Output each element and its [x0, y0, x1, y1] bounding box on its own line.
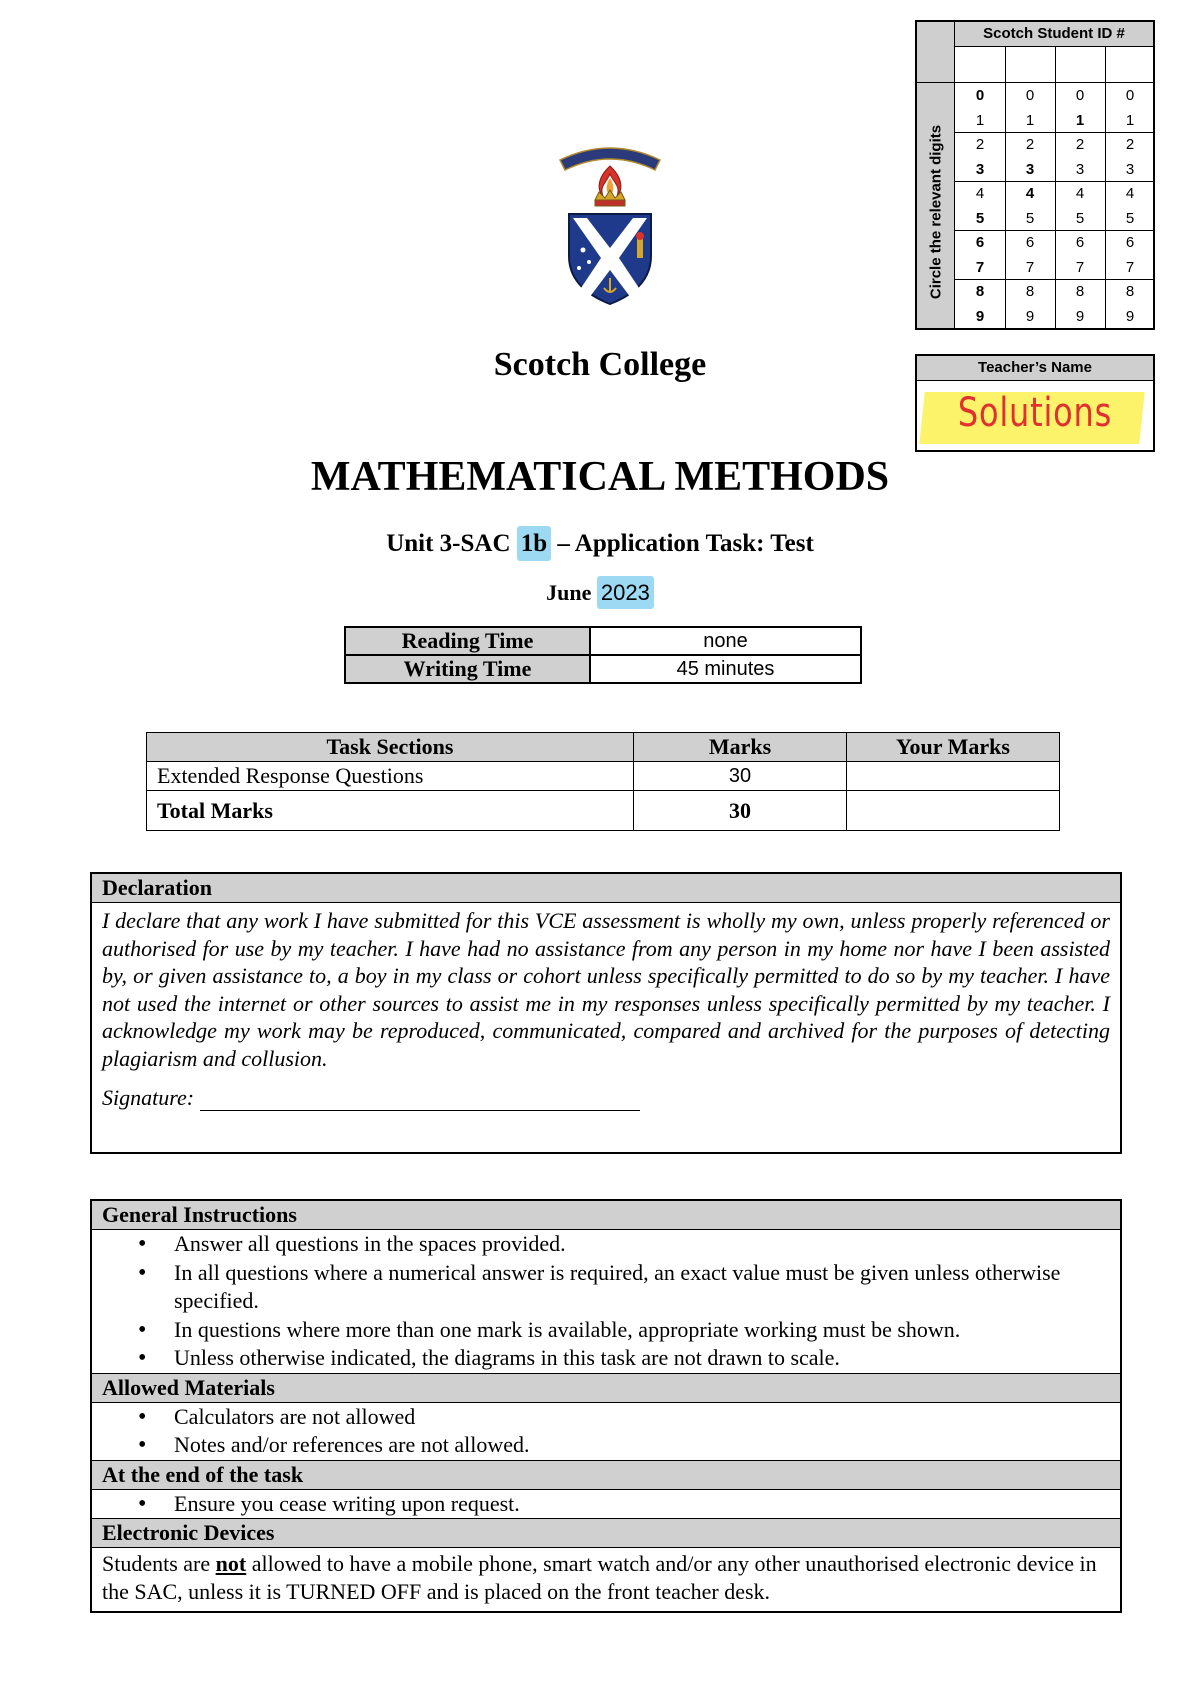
teacher-name-title: Teacher’s Name: [917, 356, 1153, 381]
date-year: 2023: [597, 576, 654, 609]
id-digit[interactable]: 0: [975, 87, 985, 104]
subject-title: MATHEMATICAL METHODS: [310, 454, 890, 500]
id-side-column: [917, 22, 955, 328]
declaration-box: [90, 872, 1122, 1154]
id-digit[interactable]: 5: [1125, 209, 1135, 227]
id-digit[interactable]: 2: [975, 136, 985, 153]
section-name: Extended Response Questions: [147, 762, 634, 791]
id-digit[interactable]: 9: [1125, 307, 1135, 325]
id-digit[interactable]: 6: [1025, 234, 1035, 251]
id-digit[interactable]: 3: [1125, 160, 1135, 178]
header-marks: Marks: [634, 733, 847, 762]
table-row: [147, 762, 1060, 791]
devices-emphasis: not: [215, 1551, 247, 1576]
school-crest-icon: [555, 138, 665, 313]
student-id-box: [915, 20, 1155, 330]
id-digit[interactable]: 5: [1075, 209, 1085, 227]
student-id-title: Scotch Student ID #: [955, 22, 1153, 47]
id-digit[interactable]: 8: [1075, 283, 1085, 300]
id-digit[interactable]: 5: [1025, 209, 1035, 227]
list-item: • Ensure you cease writing upon request.: [174, 1490, 1120, 1519]
list-item: • In all questions where a numerical answer is required, an exact value must be given unless otherwise specified.: [174, 1259, 1120, 1316]
devices-text-after: allowed to have a mobile phone, smart watch and/or any other unauthorised electronic device in the SAC, unless it is TURNED OFF and is placed on the front teacher desk.: [102, 1551, 1097, 1604]
signature-label: Signature:: [102, 1084, 195, 1110]
reading-time-label: Reading Time: [345, 627, 590, 655]
instructions-box: [90, 1199, 1122, 1613]
id-digit[interactable]: 1: [1025, 111, 1035, 129]
id-digit[interactable]: 8: [1125, 283, 1135, 300]
id-digit[interactable]: 4: [1025, 185, 1035, 202]
student-id-entry-row[interactable]: [955, 46, 1153, 83]
signature-line[interactable]: [200, 1090, 640, 1111]
task-sections-table: [146, 732, 1060, 831]
table-row: [345, 655, 861, 683]
date-month: June: [546, 580, 592, 605]
reading-time-value: none: [590, 627, 861, 655]
id-digit[interactable]: 2: [1125, 136, 1135, 153]
writing-time-label: Writing Time: [345, 655, 590, 683]
devices-text-before: Students are: [102, 1551, 211, 1576]
list-item: • Notes and/or references are not allowed.: [174, 1431, 1120, 1460]
id-digit[interactable]: 3: [975, 160, 985, 178]
declaration-text: I declare that any work I have submitted for this VCE assessment is wholly my own, unless properly referenced or authorised for use by my teacher. I have had no assistance from any person in my home nor have I been assisted by, or given assistance to, a boy in my class or cohort unless specifically permitted to do so by my teacher. I have not used the internet or other sources to assist me in my responses unless specifically permitted by my teacher. I acknowledge my work may be reproduced, communicated, compared and archived for the purposes of detecting plagiarism and collusion.: [102, 908, 1110, 1071]
id-digit[interactable]: 1: [1125, 111, 1135, 129]
general-instructions-heading: General Instructions: [92, 1201, 1120, 1230]
id-digit[interactable]: 4: [1075, 185, 1085, 202]
id-digit[interactable]: 5: [975, 209, 985, 227]
list-item: • Answer all questions in the spaces provided.: [174, 1230, 1120, 1259]
declaration-heading: Declaration: [92, 874, 1120, 903]
subtitle-suffix: – Application Task: Test: [557, 530, 814, 557]
end-of-task-list: [92, 1490, 1120, 1520]
header-your-marks: Your Marks: [847, 733, 1060, 762]
subtitle-code: 1b: [517, 526, 551, 561]
list-item: • Calculators are not allowed: [174, 1403, 1120, 1432]
id-digit[interactable]: 6: [975, 234, 985, 251]
id-digit[interactable]: 8: [975, 283, 985, 300]
id-digit[interactable]: 6: [1075, 234, 1085, 251]
electronic-devices-heading: Electronic Devices: [92, 1519, 1120, 1548]
total-marks-value: 30: [634, 791, 847, 831]
id-digit[interactable]: 0: [1125, 87, 1135, 104]
id-digit[interactable]: 2: [1025, 136, 1035, 153]
writing-time-value: 45 minutes: [590, 655, 861, 683]
id-digit[interactable]: 3: [1025, 160, 1035, 178]
school-name: Scotch College: [493, 346, 707, 383]
list-item: • In questions where more than one mark is available, appropriate working must be shown.: [174, 1316, 1120, 1345]
id-digit[interactable]: 9: [975, 307, 985, 325]
id-digit[interactable]: 4: [1125, 185, 1135, 202]
id-digit[interactable]: 7: [975, 258, 985, 276]
header-task-sections: Task Sections: [147, 733, 634, 762]
table-row: [345, 627, 861, 655]
end-of-task-heading: At the end of the task: [92, 1461, 1120, 1490]
subtitle-prefix: Unit 3-SAC: [386, 530, 511, 557]
id-digit[interactable]: 4: [975, 185, 985, 202]
id-digit[interactable]: 6: [1125, 234, 1135, 251]
id-digit[interactable]: 7: [1125, 258, 1135, 276]
id-digit[interactable]: 2: [1075, 136, 1085, 153]
id-digit[interactable]: 7: [1075, 258, 1085, 276]
signature-row: [92, 1077, 1120, 1111]
circle-digits-label: Circle the relevant digits: [927, 124, 945, 300]
allowed-materials-list: [92, 1403, 1120, 1461]
allowed-materials-heading: Allowed Materials: [92, 1374, 1120, 1403]
total-your-marks[interactable]: [847, 791, 1060, 831]
id-digit[interactable]: 3: [1075, 160, 1085, 178]
id-digit[interactable]: 7: [1025, 258, 1035, 276]
task-subtitle: [0, 530, 1200, 558]
id-digit[interactable]: 0: [1025, 87, 1035, 104]
section-your-marks[interactable]: [847, 762, 1060, 791]
general-instructions-list: [92, 1230, 1120, 1374]
table-header-row: [147, 733, 1060, 762]
electronic-devices-text: [92, 1548, 1120, 1608]
id-digit[interactable]: 8: [1025, 283, 1035, 300]
total-marks-label: Total Marks: [147, 791, 634, 831]
list-item: • Unless otherwise indicated, the diagrams in this task are not drawn to scale.: [174, 1344, 1120, 1373]
id-digit[interactable]: 9: [1075, 307, 1085, 325]
teacher-name-value: Solutions: [957, 390, 1113, 436]
task-date: [0, 580, 1200, 606]
time-table: [344, 626, 862, 684]
id-digit[interactable]: 0: [1075, 87, 1085, 104]
id-digit[interactable]: 1: [975, 111, 985, 129]
table-row: [147, 791, 1060, 831]
id-digit[interactable]: 9: [1025, 307, 1035, 325]
id-digit[interactable]: 1: [1075, 111, 1085, 129]
section-marks: 30: [634, 762, 847, 791]
